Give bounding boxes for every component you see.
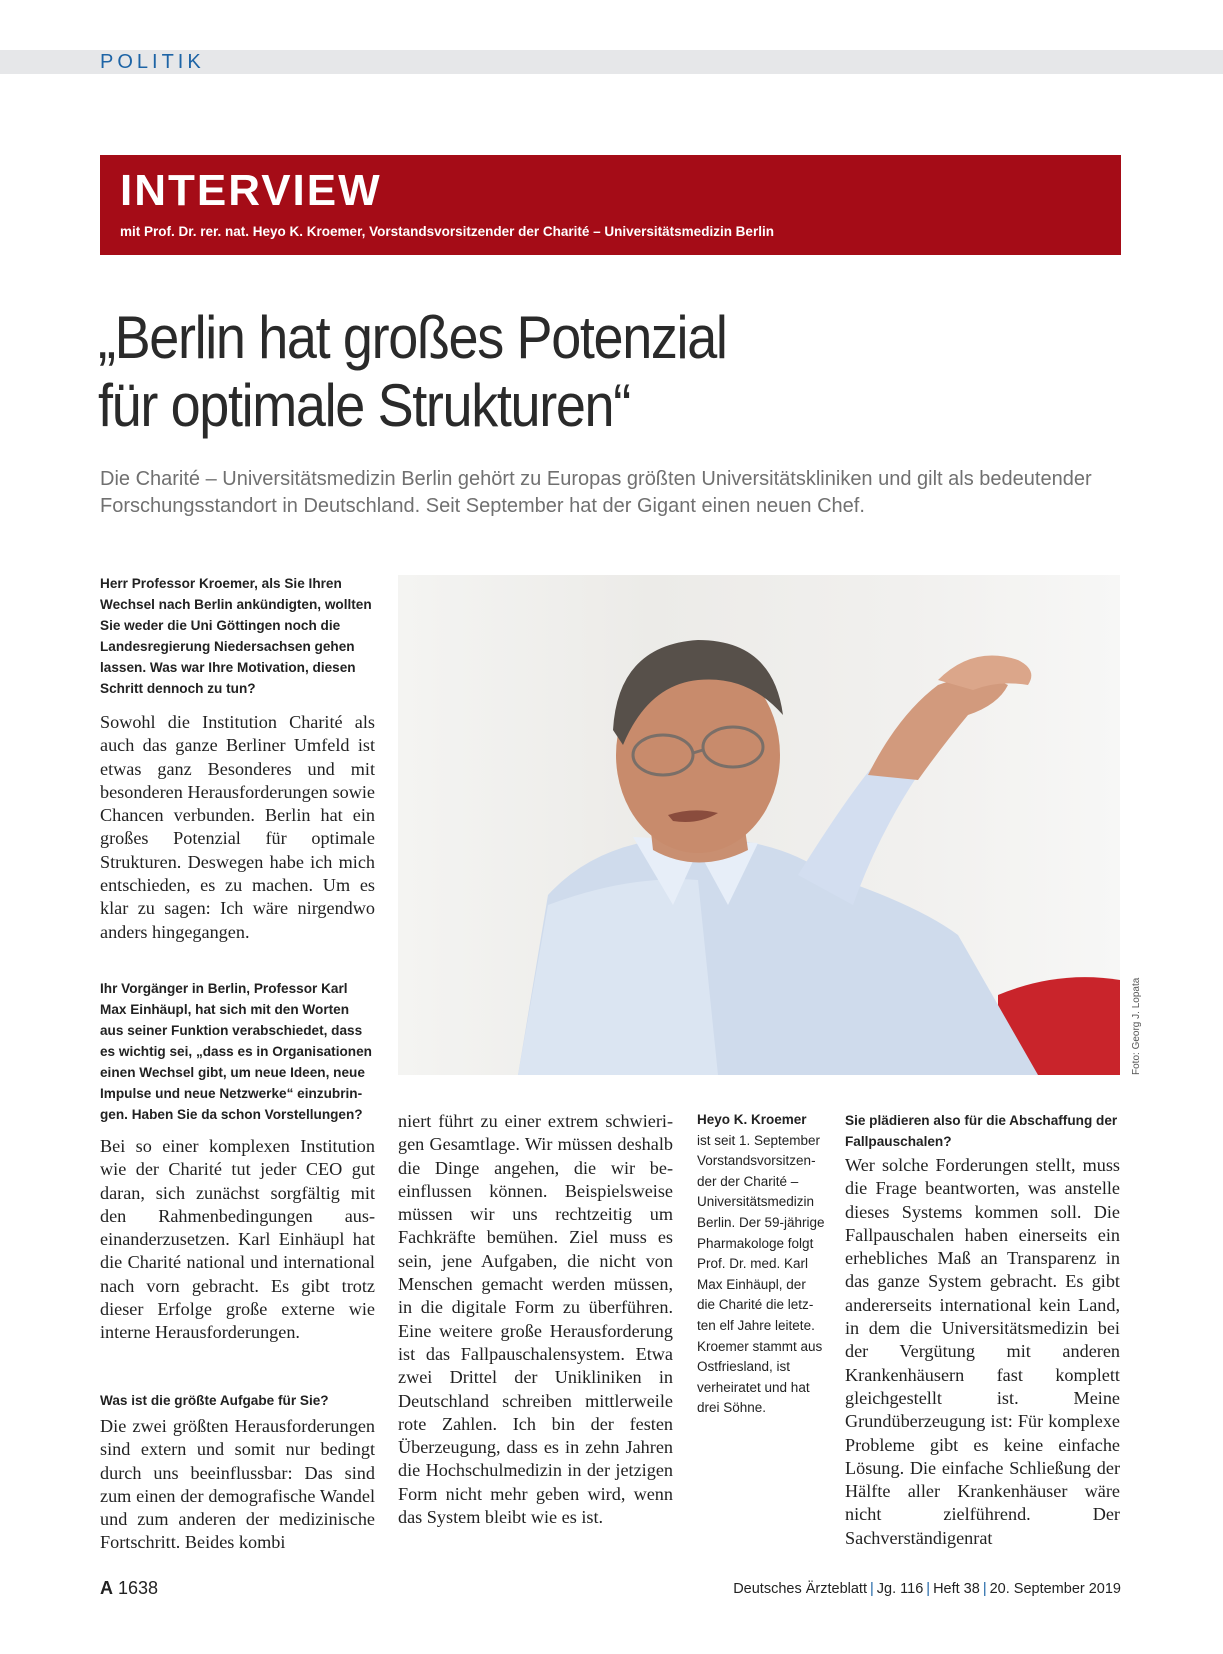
headline-line-2: für optimale Strukturen“ (98, 372, 630, 439)
bio-name: Heyo K. Kroemer (697, 1112, 807, 1127)
question-2: Ihr Vorgänger in Berlin, Professor Karl Max Einhäupl, hat sich mit den Worten aus seiner Funktion verabschiedet, dass es wichtig sei, „dass es in Organisationen einen Wechsel gibt, um neue Ideen, neue Impulse und neue Netzwerke“ einzubringen. Haben Sie da schon Vorstellungen? (100, 981, 372, 1122)
journal-volume: Jg. 116 (876, 1581, 924, 1597)
headline-line-1: „Berlin hat großes Potenzial (98, 304, 727, 371)
question-3: Was ist die größte Aufgabe für Sie? (100, 1393, 329, 1408)
bio-box (697, 1110, 827, 1419)
banner-subtitle: mit Prof. Dr. rer. nat. Heyo K. Kroemer, Vorstandsvorsitzender der Charité – Universitätsmedizin Berlin (120, 224, 774, 239)
publication-info: Deutsches Ärzteblatt | Jg. 116 | Heft 38 | 20. September 2019 (733, 1581, 1121, 1597)
page-number-value: 1638 (118, 1578, 159, 1598)
answer-3: Die zwei größten Herausforderungen sind extern und somit nur bedingt durch uns beeinflussbar: Das sind zum einen der demografische Wandel und zum anderen der medizinische Fortschritt. Beides kombi (100, 1416, 375, 1553)
column-2 (398, 1110, 673, 1529)
page-number (100, 1578, 158, 1599)
answer-3-continued: niert führt zu einer extrem schwierigen Gesamtlage. Wir müssen deshalb die Dinge angehen, die wir beeinflussen können. Beispielsweise müssen wir uns rechtzeitig um Fachkräfte bemühen. Ziel muss es sein, jene Aufgaben, die nicht von Menschen gemacht werden müssen, in die digitale Form zu überführen. Eine weitere große Herausforderung ist das Fallpauschalensystem. Etwa zwei Drittel der Unikliniken in Deutschland schreiben mittlerweile rote Zahlen. Ich bin der festen Überzeugung, dass es in zehn Jahren die Hochschulmedizin in der jetzigen Form nicht mehr geben wird, wenn das System bleibt wie es ist. (398, 1111, 673, 1528)
bio-text: ist seit 1. September Vorstandsvorsitzender der Charité – Universitätsmedizin Berlin. Der 59-jährige Pharmakologe folgt Prof. Dr. med. Karl Max Einhäupl, der die Charité die letzten elf Jahre leitete. Kroemer stammt aus Ostfriesland, ist verheiratet und hat drei Söhne. (697, 1132, 825, 1416)
section-label: POLITIK (100, 51, 205, 73)
journal-date: 20. September 2019 (989, 1581, 1121, 1597)
portrait-photo (398, 575, 1120, 1075)
answer-1: Sowohl die Institution Charité als auch das ganze Berliner Umfeld ist etwas ganz Besonderes und mit besonderen Herausforderungen sowie Chancen verbunden. Berlin hat ein großes Potenzial für optimale Strukturen. Deswegen habe ich mich entschieden, es zu machen. Um es klar zu sagen: Ich wäre nirgendwo anders hingegangen. (100, 712, 375, 942)
photo-credit: Foto: Georg J. Lopata (1131, 977, 1142, 1075)
answer-2: Bei so einer komplexen Institution wie der Charité tut jeder CEO gut daran, sich zunächst sorgfältig mit den Rahmenbedingungen auseinanderzusetzen. Karl Einhäupl hat die Charité national und international nach vorn gebracht. Es gibt trotz dieser Erfolge große externe wie interne Herausforderungen. (100, 1136, 375, 1343)
column-1-middle (100, 978, 375, 1345)
article-headline (98, 304, 1025, 440)
column-1-top (100, 573, 375, 944)
journal-name: Deutsches Ärzteblatt (733, 1581, 867, 1597)
journal-issue: Heft 38 (933, 1581, 980, 1597)
interview-banner (100, 155, 1121, 255)
page-prefix: A (100, 1578, 113, 1598)
question-4: Sie plädieren also für die Abschaffung der Fallpauschalen? (845, 1113, 1118, 1149)
article-lede: Die Charité – Universitätsmedizin Berlin gehört zu Europas größten Universitätskliniken und gilt als bedeutender Forschungsstandort in Deutschland. Seit September hat der Gigant einen neuen Chef. (100, 468, 1092, 517)
question-1: Herr Professor Kroemer, als Sie Ihren Wechsel nach Berlin ankündigten, wollten Sie weder die Uni Göttingen noch die Landesregierung Niedersachsen gehen lassen. Was war Ihre Motivation, diesen Schritt dennoch zu tun? (100, 576, 372, 696)
column-4 (845, 1110, 1120, 1550)
answer-4: Wer solche Forderungen stellt, muss die Frage beantworten, was anstelle dieses Systems kommen soll. Die Fallpauschalen haben einerseits ein erhebliches Maß an Transparenz in das ganze System gebracht. Es gibt andererseits international kein Land, in dem die Universitätsmedizin bei der Vergütung mit anderen Krankenhäusern fast komplett gleichgestellt ist. Meine Grundüberzeugung ist: Für komplexe Probleme gibt es keine einfache Lösung. Die einfache Schließung der Hälfte aller Krankenhäuser wäre nicht zielführend. Der Sachverständigenrat (845, 1155, 1120, 1548)
column-1-bottom (100, 1390, 375, 1555)
banner-title: INTERVIEW (120, 166, 382, 215)
